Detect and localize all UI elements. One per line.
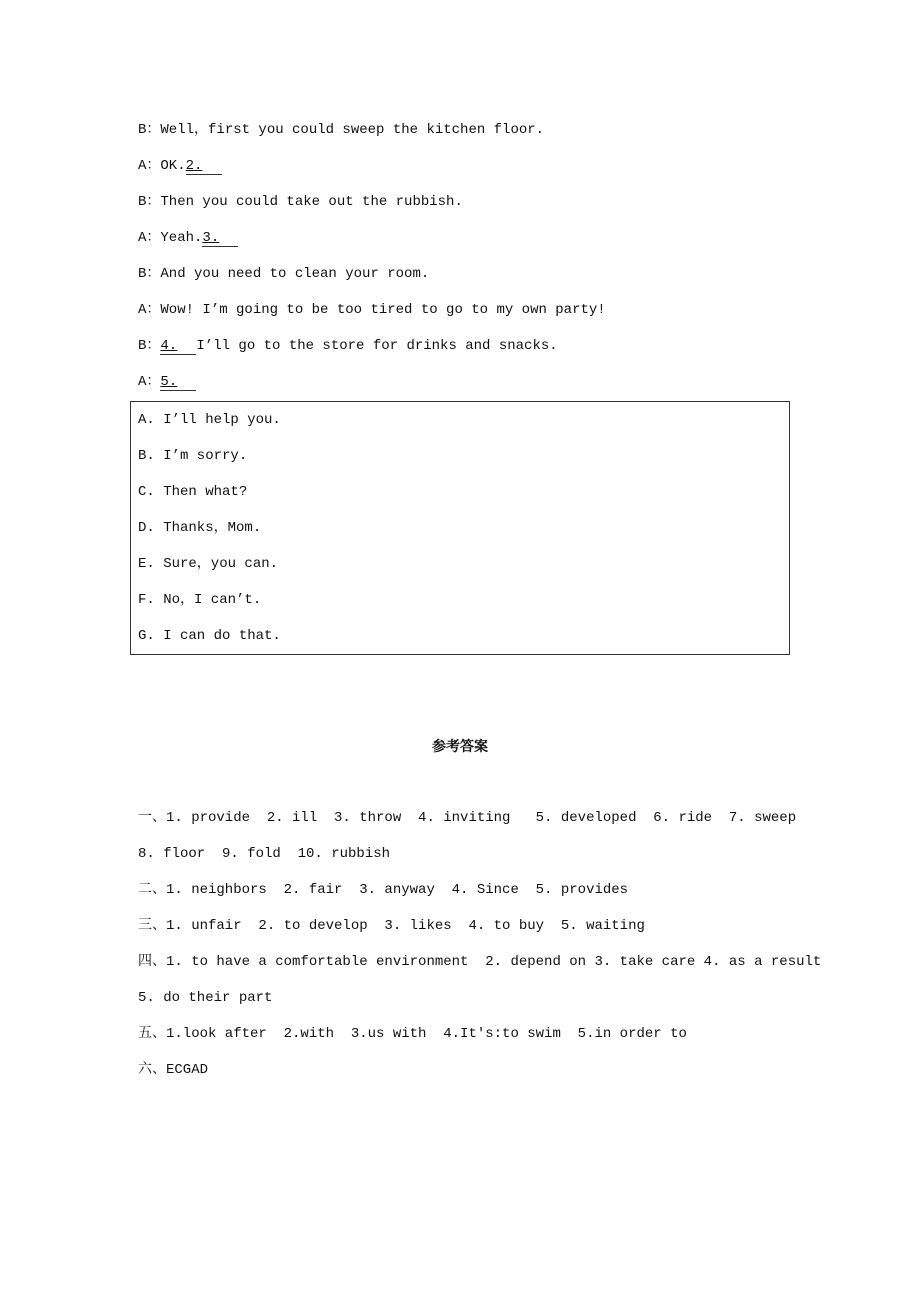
blank-number: 2.	[185, 158, 203, 174]
line-text: OK.	[160, 158, 186, 174]
line-text: Well，first you could sweep the kitchen floor.	[160, 122, 545, 138]
blank-number: 4.	[160, 338, 178, 354]
answers-title: 参考答案	[432, 739, 488, 755]
dialogue-line	[138, 300, 606, 320]
answer-line: 三、1. unfair 2. to develop 3. likes 4. to buy 5. waiting	[138, 918, 645, 934]
speaker: B：	[138, 266, 161, 282]
option-item: E. Sure，you can.	[138, 556, 279, 572]
dialogue-line	[138, 336, 558, 356]
answer-line: 五、1.look after 2.with 3.us with 4.It's:to swim 5.in order to	[138, 1026, 687, 1042]
speaker: A：	[138, 302, 161, 318]
option-item: F. No，I can’t.	[138, 592, 262, 608]
blank-number: 3.	[202, 230, 220, 246]
speaker: A：	[138, 374, 161, 390]
speaker: A：	[138, 158, 161, 174]
answer-line: 一、1. provide 2. ill 3. throw 4. inviting 5. developed 6. ride 7. sweep	[138, 810, 797, 826]
answer-line: 5. do their part	[138, 990, 273, 1006]
option-item: G. I can do that.	[138, 628, 281, 644]
line-text: I’ll go to the store for drinks and snacks.	[196, 338, 558, 354]
blank-number: 5.	[160, 374, 178, 390]
answer-blank[interactable]	[160, 374, 196, 391]
line-text: And you need to clean your room.	[160, 266, 430, 282]
dialogue-line	[138, 120, 544, 140]
dialogue-line	[138, 264, 429, 284]
dialogue-line	[138, 372, 196, 392]
answer-line: 8. floor 9. fold 10. rubbish	[138, 846, 391, 862]
answer-blank[interactable]	[202, 230, 238, 247]
answer-line: 四、1. to have a comfortable environment 2. depend on 3. take care 4. as a result	[138, 954, 822, 970]
answer-blank[interactable]	[186, 158, 222, 175]
speaker: B：	[138, 338, 161, 354]
option-item: A. I’ll help you.	[138, 412, 281, 428]
answer-line: 二、1. neighbors 2. fair 3. anyway 4. Since 5. provides	[138, 882, 629, 898]
line-text: Then you could take out the rubbish.	[160, 194, 463, 210]
line-text: Yeah.	[160, 230, 203, 246]
dialogue-line	[138, 156, 222, 176]
speaker: B：	[138, 194, 161, 210]
speaker: A：	[138, 230, 161, 246]
answer-blank[interactable]	[160, 338, 196, 355]
option-item: B. I’m sorry.	[138, 448, 248, 464]
dialogue-line	[138, 228, 238, 248]
option-item: C. Then what?	[138, 484, 248, 500]
dialogue-line	[138, 192, 463, 212]
answer-line: 六、ECGAD	[138, 1062, 209, 1078]
speaker: B：	[138, 122, 161, 138]
option-item: D. Thanks，Mom.	[138, 520, 262, 536]
line-text: Wow! I’m going to be too tired to go to my own party!	[160, 302, 606, 318]
